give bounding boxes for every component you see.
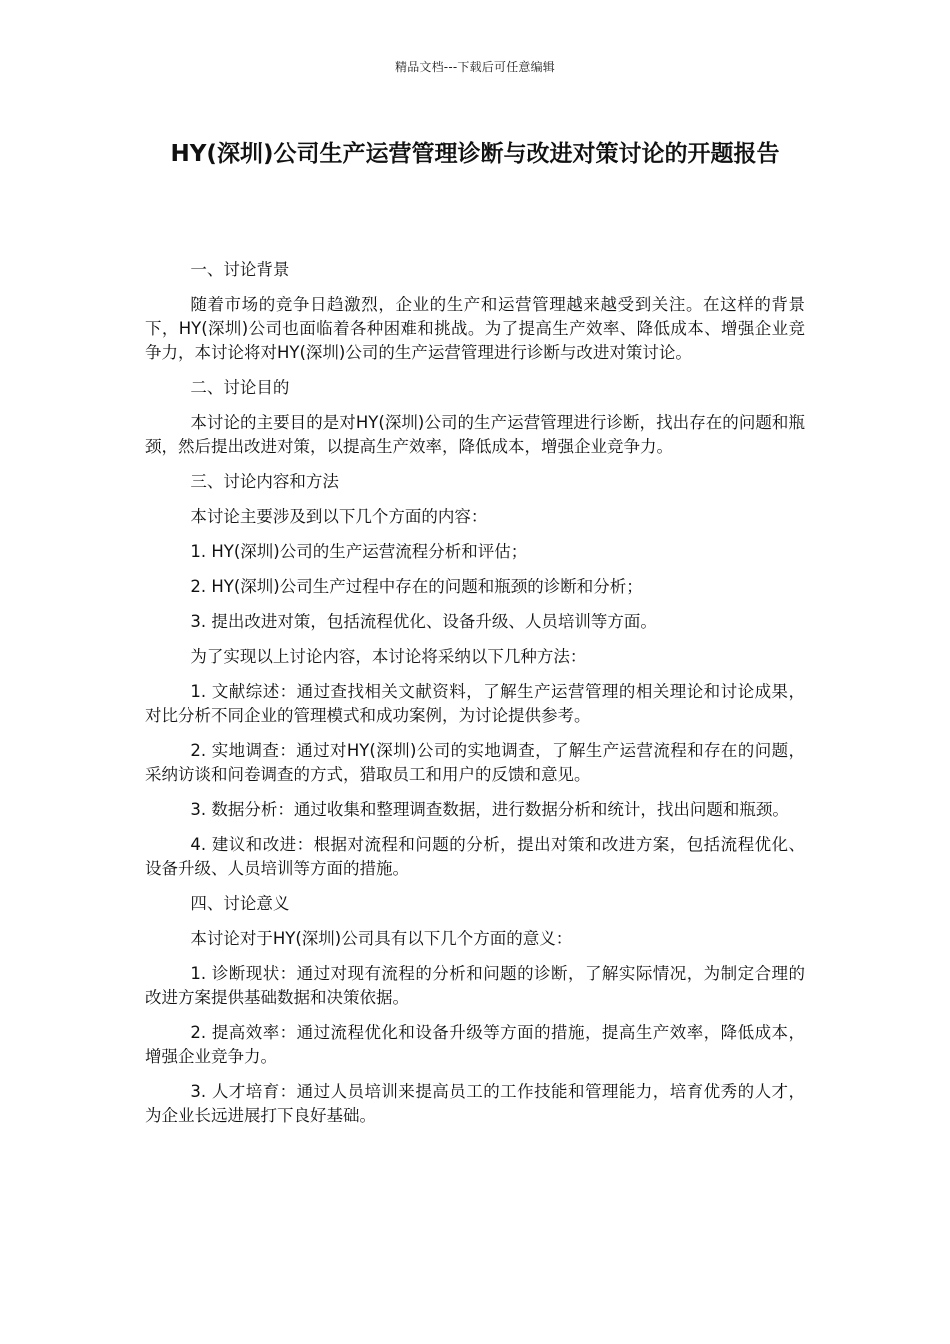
section-content-methods	[145, 470, 805, 881]
section-heading: 二、讨论目的	[190, 378, 290, 397]
list-item: 2. 实地调查：通过对HY(深圳)公司的实地调查，了解生产运营流程和存在的问题，采纳访谈和问卷调查的方式，猎取员工和用户的反馈和意见。	[145, 741, 805, 784]
section-significance	[145, 892, 805, 1128]
paragraph: 本讨论主要涉及到以下几个方面的内容：	[190, 507, 488, 526]
section-heading: 四、讨论意义	[190, 894, 290, 913]
list-item: 3. 提出改进对策，包括流程优化、设备升级、人员培训等方面。	[190, 612, 657, 631]
paragraph: 为了实现以上讨论内容，本讨论将采纳以下几种方法：	[190, 647, 587, 666]
section-purpose	[145, 376, 805, 459]
paragraph: 本讨论对于HY(深圳)公司具有以下几个方面的意义：	[190, 929, 573, 948]
document-title: HY(深圳)公司生产运营管理诊断与改进对策讨论的开题报告	[170, 141, 780, 167]
list-item: 2. 提高效率：通过流程优化和设备升级等方面的措施，提高生产效率，降低成本，增强企业竞争力。	[145, 1023, 805, 1066]
document-body	[145, 258, 805, 1139]
list-item: 3. 数据分析：通过收集和整理调查数据，进行数据分析和统计，找出问题和瓶颈。	[190, 800, 789, 819]
paragraph: 随着市场的竞争日趋激烈，企业的生产和运营管理越来越受到关注。在这样的背景下，HY(深圳)公司也面临着各种困难和挑战。为了提高生产效率、降低成本、增强企业竞争力，本讨论将对HY(深圳)公司的生产运营管理进行诊断与改进对策讨论。	[145, 295, 805, 362]
header-note: 精品文档---下载后可任意编辑	[395, 60, 555, 74]
section-background	[145, 258, 805, 365]
list-item: 4. 建议和改进：根据对流程和问题的分析，提出对策和改进方案，包括流程优化、设备升级、人员培训等方面的措施。	[145, 835, 805, 878]
list-item: 1. 诊断现状：通过对现有流程的分析和问题的诊断，了解实际情况，为制定合理的改进方案提供基础数据和决策依据。	[145, 964, 805, 1007]
list-item: 2. HY(深圳)公司生产过程中存在的问题和瓶颈的诊断和分析；	[190, 577, 643, 596]
list-item: 1. 文献综述：通过查找相关文献资料，了解生产运营管理的相关理论和讨论成果，对比分析不同企业的管理模式和成功案例，为讨论提供参考。	[145, 682, 805, 725]
paragraph: 本讨论的主要目的是对HY(深圳)公司的生产运营管理进行诊断，找出存在的问题和瓶颈，然后提出改进对策，以提高生产效率，降低成本，增强企业竞争力。	[145, 413, 805, 456]
list-item: 3. 人才培育：通过人员培训来提高员工的工作技能和管理能力，培育优秀的人才，为企业长远进展打下良好基础。	[145, 1082, 805, 1125]
section-heading: 一、讨论背景	[190, 260, 290, 279]
section-heading: 三、讨论内容和方法	[190, 472, 339, 491]
list-item: 1. HY(深圳)公司的生产运营流程分析和评估；	[190, 542, 528, 561]
